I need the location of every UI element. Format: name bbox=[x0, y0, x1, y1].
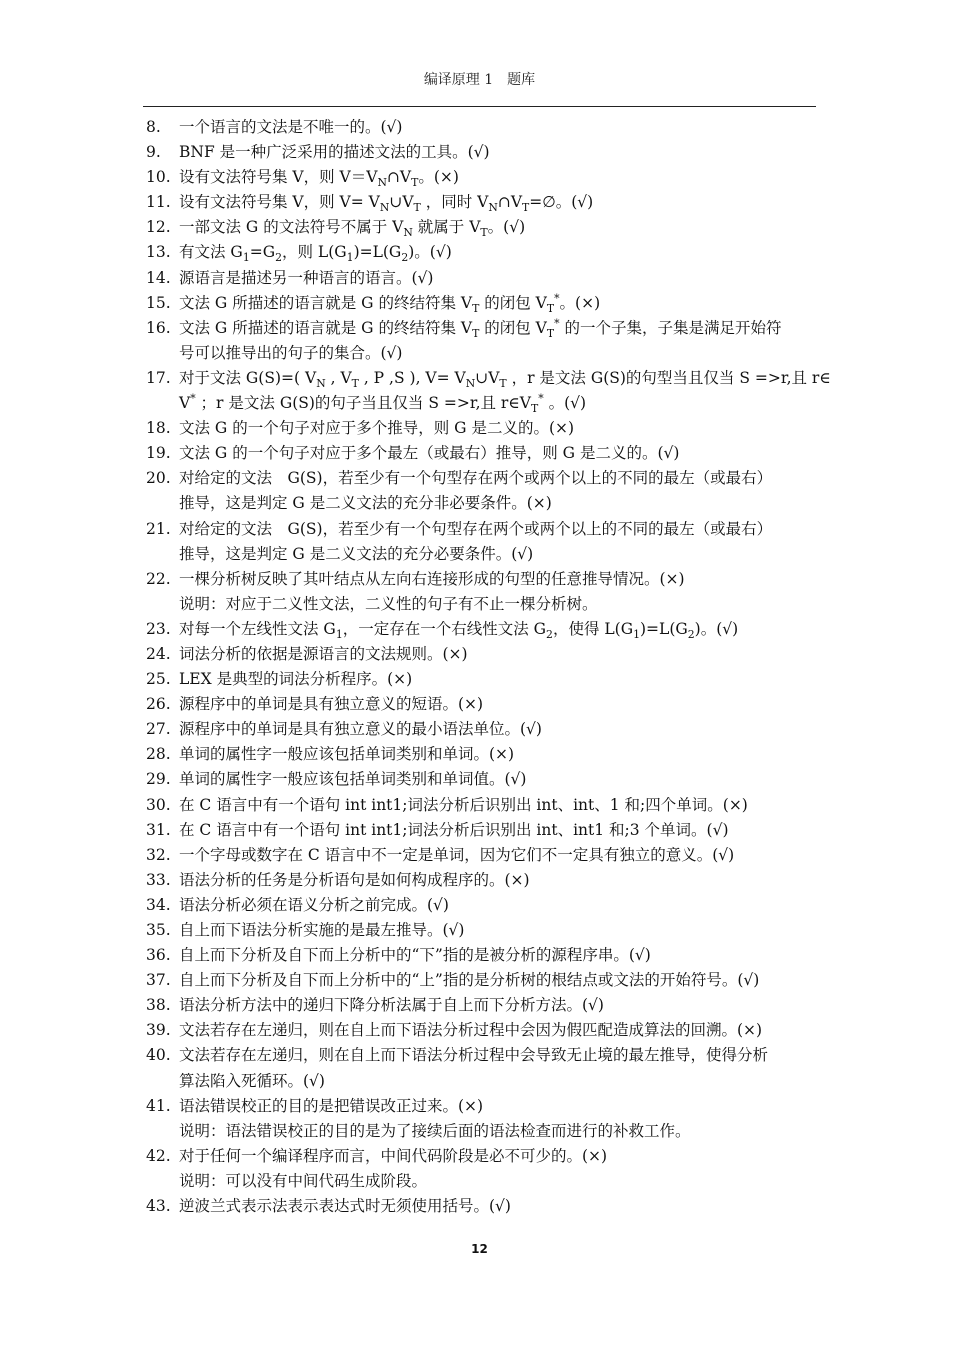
question-item bbox=[143, 316, 823, 366]
question-list bbox=[143, 115, 831, 1219]
question-number: 18. bbox=[146, 419, 171, 438]
question-number: 13. bbox=[146, 243, 171, 262]
question-text: 设有文法符号集 V，则 $V= V_N\cup V_T$ ，同时 $V_N\cap V_T=\emptyset$。(√) bbox=[179, 193, 594, 215]
question-text: 一个字母或数字在 C 语言中不一定是单词，因为它们不一定具有独立的意义。(√) bbox=[179, 845, 735, 864]
question-item bbox=[143, 692, 823, 717]
question-item bbox=[143, 115, 823, 140]
question-item bbox=[143, 190, 823, 215]
question-item bbox=[143, 140, 823, 165]
question-text: 自上而下分析及自下而上分析中的“上”指的是分析树的根结点或文法的开始符号。(√) bbox=[179, 971, 760, 990]
question-number: 31. bbox=[146, 820, 171, 839]
question-text: BNF 是一种广泛采用的描述文法的工具。(√) bbox=[179, 143, 490, 162]
question-item bbox=[143, 868, 823, 893]
question-number: 20. bbox=[146, 469, 171, 488]
question-item bbox=[143, 466, 823, 516]
question-number: 12. bbox=[146, 218, 171, 237]
question-number: 22. bbox=[146, 569, 171, 588]
question-text: 自上而下分析及自下而上分析中的“下”指的是被分析的源程序串。(√) bbox=[179, 946, 651, 965]
question-item bbox=[143, 266, 823, 291]
question-item bbox=[143, 1144, 823, 1194]
question-text: 自上而下语法分析实施的是最左推导。(√) bbox=[179, 921, 465, 939]
question-text: 文法 G 的一个句子对应于多个最左（或最右）推导，则 G 是二义的。(√) bbox=[179, 444, 680, 463]
question-number: 39. bbox=[146, 1021, 171, 1040]
question-item bbox=[143, 240, 823, 265]
question-text: 有文法 $G_1=G_2$，则 $L(G_1)=L(G_2)$。(√) bbox=[179, 243, 452, 265]
page-number: 12 bbox=[471, 1242, 488, 1256]
question-number: 19. bbox=[146, 444, 171, 463]
question-number: 37. bbox=[146, 971, 171, 990]
question-item bbox=[143, 1018, 823, 1043]
question-number: 21. bbox=[146, 519, 171, 538]
question-number: 33. bbox=[146, 870, 171, 889]
question-number: 43. bbox=[146, 1197, 171, 1216]
question-item bbox=[143, 366, 831, 416]
question-note: 说明：语法错误校正的目的是为了接续后面的语法检查而进行的补救工作。 bbox=[179, 1121, 691, 1140]
question-text: 一棵分析树反映了其叶结点从左向右连接形成的句型的任意推导情况。(×) bbox=[179, 569, 685, 588]
question-text: 号可以推导出的句子的集合。(√) bbox=[179, 343, 403, 362]
question-text: 算法陷入死循环。(√) bbox=[179, 1071, 325, 1090]
question-item bbox=[143, 742, 823, 767]
question-number: 26. bbox=[146, 695, 171, 714]
question-item bbox=[143, 642, 823, 667]
question-text: 文法若存在左递归，则在自上而下语法分析过程中会因为假匹配造成算法的回溯。(×) bbox=[179, 1021, 763, 1040]
question-text: V* ；r 是文法 G(S)的句子当且仅当 S =>r,且 $r\in V_T^*$ 。(√) bbox=[179, 391, 587, 416]
question-number: 27. bbox=[146, 720, 171, 739]
question-text: 一个语言的文法是不唯一的。(√) bbox=[179, 118, 403, 136]
question-item bbox=[143, 767, 823, 792]
question-item bbox=[143, 1043, 823, 1093]
question-item bbox=[143, 943, 823, 968]
question-note: 说明：可以没有中间代码生成阶段。 bbox=[179, 1171, 428, 1190]
question-item bbox=[143, 567, 823, 617]
question-text: 语法分析的任务是分析语句是如何构成程序的。(×) bbox=[179, 870, 530, 889]
question-item bbox=[143, 1194, 823, 1219]
question-number: 38. bbox=[146, 996, 171, 1015]
question-number: 11. bbox=[146, 193, 171, 212]
question-item bbox=[143, 441, 823, 466]
question-text: 对于任何一个编译程序而言，中间代码阶段是必不可少的。(×) bbox=[179, 1146, 608, 1165]
question-number: 25. bbox=[146, 670, 171, 689]
question-number: 23. bbox=[146, 619, 171, 638]
question-number: 9. bbox=[146, 143, 161, 162]
question-number: 42. bbox=[146, 1146, 171, 1165]
question-text: 推导，这是判定 G 是二义文法的充分非必要条件。(×) bbox=[179, 494, 552, 513]
question-item bbox=[143, 843, 823, 868]
question-text: 对给定的文法 G(S)，若至少有一个句型存在两个或两个以上的不同的最左（或最右） bbox=[179, 519, 773, 538]
question-text: 一部文法 G 的文法符号不属于 $V_N$ 就属于 $V_T$。(√) bbox=[179, 218, 526, 240]
question-text: 语法分析方法中的递归下降分析法属于自上而下分析方法。(√) bbox=[179, 996, 604, 1015]
question-text: 词法分析的依据是源语言的文法规则。(×) bbox=[179, 644, 468, 663]
question-item bbox=[143, 993, 823, 1018]
question-item bbox=[143, 968, 823, 993]
question-item bbox=[143, 893, 823, 918]
question-number: 29. bbox=[146, 770, 171, 789]
question-text: 推导，这是判定 G 是二义文法的充分必要条件。(√) bbox=[179, 544, 534, 563]
question-text: 源程序中的单词是具有独立意义的短语。(×) bbox=[179, 695, 484, 714]
question-text: 对于文法 G(S)=( $V_N$ , $V_T$ , P ,S ), $V= V_N\cup V_T$ ，r 是文法 G(S)的句型当且仅当 S =>r,且 r∈ bbox=[179, 368, 831, 391]
question-text: 源语言是描述另一种语言的语言。(√) bbox=[179, 268, 434, 287]
question-number: 10. bbox=[146, 168, 171, 187]
question-item bbox=[143, 818, 823, 843]
question-text: 文法 G 所描述的语言就是 G 的终结符集 $V_T$ 的闭包 $V_T^*$。(×) bbox=[179, 291, 601, 315]
question-number: 16. bbox=[146, 318, 171, 337]
question-text: 在 C 语言中有一个语句 int int1;词法分析后识别出 int、int1 和;3 个单词。(√) bbox=[179, 820, 729, 839]
question-number: 28. bbox=[146, 745, 171, 764]
question-text: 语法分析必须在语义分析之前完成。(√) bbox=[179, 895, 449, 914]
question-item bbox=[143, 291, 823, 316]
question-text: LEX 是典型的词法分析程序。(×) bbox=[179, 670, 413, 689]
question-item bbox=[143, 1094, 823, 1144]
question-number: 35. bbox=[146, 921, 171, 939]
question-item bbox=[143, 416, 823, 441]
question-text: 在 C 语言中有一个语句 int int1;词法分析后识别出 int、int、1 和;四个单词。(×) bbox=[179, 795, 748, 814]
question-number: 36. bbox=[146, 946, 171, 965]
question-item bbox=[143, 793, 823, 818]
question-text: 源程序中的单词是具有独立意义的最小语法单位。(√) bbox=[179, 720, 542, 739]
question-text: 文法 G 所描述的语言就是 G 的终结符集 $V_T$ 的闭包 $V_T^*$ 的一个子集，子集是满足开始符 bbox=[179, 316, 782, 340]
question-number: 8. bbox=[146, 118, 161, 136]
question-item bbox=[143, 517, 823, 567]
question-number: 40. bbox=[146, 1046, 171, 1065]
question-item bbox=[143, 717, 823, 742]
question-number: 14. bbox=[146, 268, 171, 287]
question-item bbox=[143, 617, 823, 642]
question-number: 32. bbox=[146, 845, 171, 864]
question-text: 设有文法符号集 V，则 $V=V_N\cap V_T$。(×) bbox=[179, 168, 459, 190]
question-note: 说明：对应于二义性文法，二义性的句子有不止一棵分析树。 bbox=[179, 594, 598, 613]
question-item bbox=[143, 165, 823, 190]
question-text: 对每一个左线性文法 $G_1$，一定存在一个右线性文法 $G_2$，使得 $L(G_1)=L(G_2)$。(√) bbox=[179, 619, 739, 641]
question-item bbox=[143, 667, 823, 692]
question-text: 单词的属性字一般应该包括单词类别和单词值。(√) bbox=[179, 770, 527, 789]
header-rule bbox=[143, 106, 816, 107]
question-number: 41. bbox=[146, 1096, 171, 1115]
question-text: 文法若存在左递归，则在自上而下语法分析过程中会导致无止境的最左推导，使得分析 bbox=[179, 1046, 769, 1065]
question-text: 文法 G 的一个句子对应于多个推导，则 G 是二义的。(×) bbox=[179, 419, 575, 438]
question-text: 逆波兰式表示法表示表达式时无须使用括号。(√) bbox=[179, 1197, 511, 1216]
question-number: 15. bbox=[146, 293, 171, 312]
question-number: 34. bbox=[146, 895, 171, 914]
question-item bbox=[143, 215, 823, 240]
question-number: 17. bbox=[146, 368, 171, 387]
question-number: 24. bbox=[146, 644, 171, 663]
question-text: 对给定的文法 G(S)，若至少有一个句型存在两个或两个以上的不同的最左（或最右） bbox=[179, 469, 773, 488]
question-text: 单词的属性字一般应该包括单词类别和单词。(×) bbox=[179, 745, 515, 764]
question-number: 30. bbox=[146, 795, 171, 814]
question-item bbox=[143, 918, 823, 943]
page-header: 编译原理 1 题库 bbox=[423, 72, 536, 88]
question-text: 语法错误校正的目的是把错误改正过来。(×) bbox=[179, 1096, 484, 1115]
